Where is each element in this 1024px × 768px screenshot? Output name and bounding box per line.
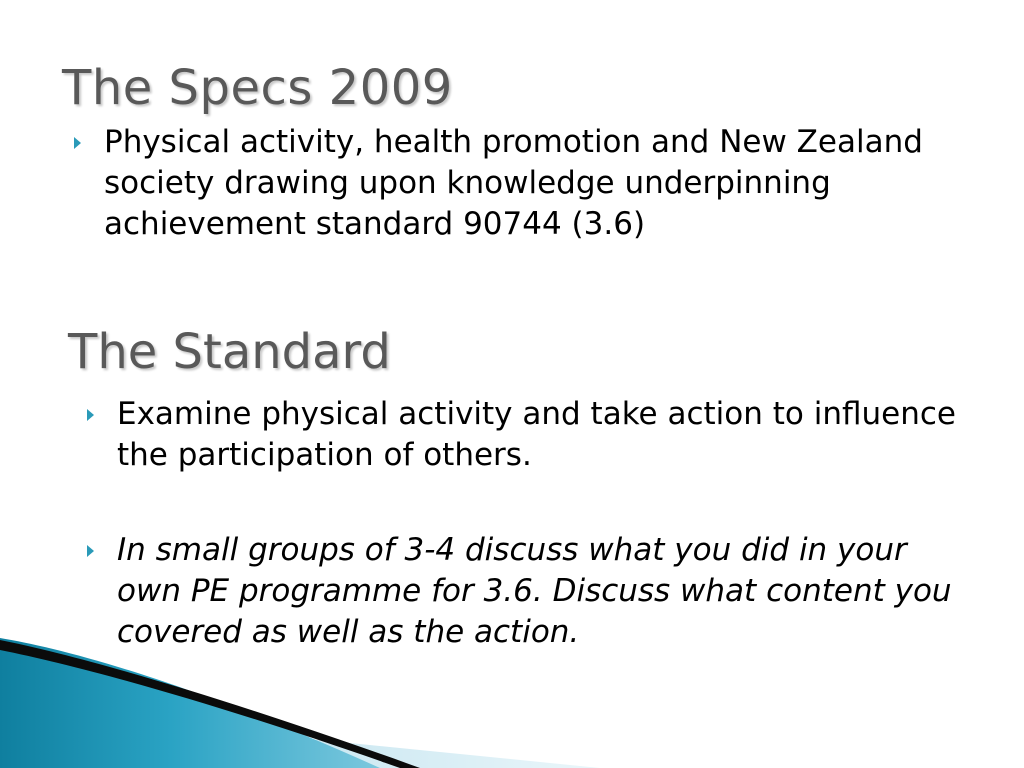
- slide-title-specs: The Specs 2009: [62, 60, 453, 116]
- specs-bullet-list: [74, 122, 954, 245]
- bullet-text: Physical activity, health promotion and New Zealand society drawing upon knowledge underpinning achievement standard 90744 (3.6): [104, 124, 923, 242]
- bullet-item: [87, 394, 967, 476]
- bullet-text: Examine physical activity and take action to influence the participation of others.: [117, 396, 956, 473]
- triangle-right-icon: [74, 137, 81, 149]
- standard-bullet-list: [87, 394, 967, 653]
- triangle-right-icon: [87, 545, 94, 557]
- corner-swoosh-decoration: [0, 638, 1024, 768]
- slide-title-standard: The Standard: [68, 324, 391, 380]
- bullet-text: In small groups of 3-4 discuss what you did in your own PE programme for 3.6. Discuss what content you covered as well as the action.: [117, 532, 952, 650]
- bullet-item-task: [87, 530, 967, 653]
- triangle-right-icon: [87, 409, 94, 421]
- bullet-item: [74, 122, 954, 245]
